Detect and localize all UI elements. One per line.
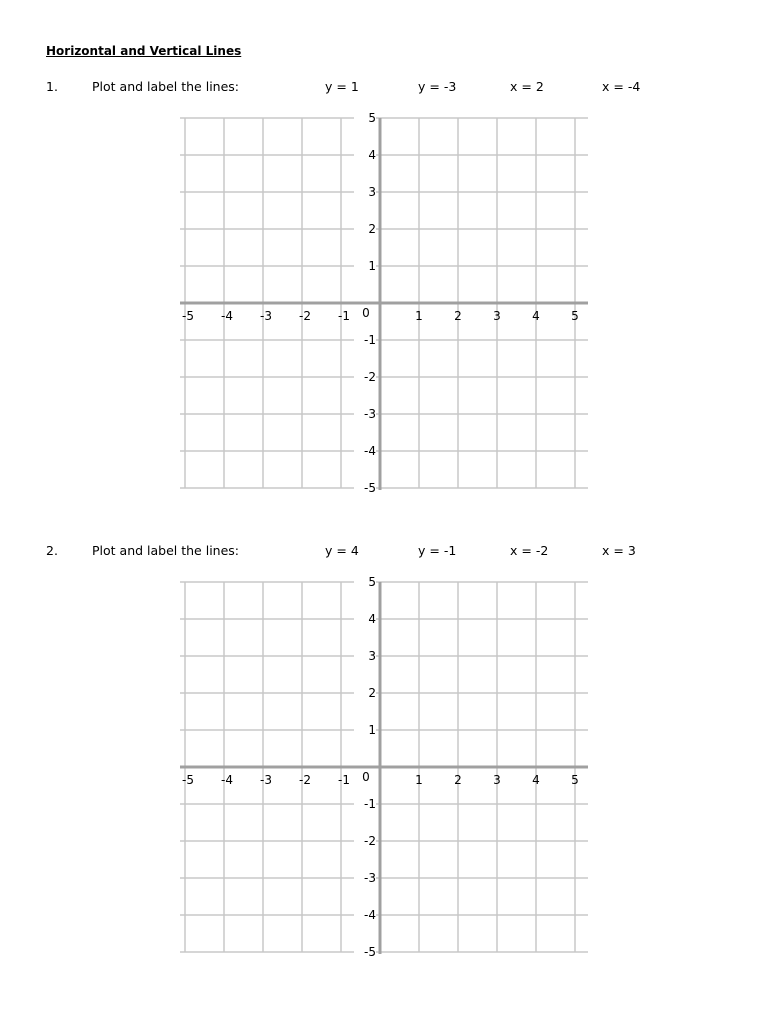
y-tick-label: -2 — [364, 370, 376, 384]
equation-3: x = -2 — [510, 543, 549, 558]
y-tick-label: 1 — [368, 723, 376, 737]
grid-svg[interactable] — [170, 108, 600, 498]
y-tick-label: 4 — [368, 148, 376, 162]
y-tick-label: 5 — [368, 111, 376, 125]
x-tick-label: -2 — [299, 773, 311, 787]
equation-4: x = 3 — [602, 543, 636, 558]
x-tick-label: 4 — [532, 309, 540, 323]
y-tick-label: -4 — [364, 908, 376, 922]
equation-1: y = 1 — [325, 79, 359, 94]
x-tick-label: 3 — [493, 309, 501, 323]
question-instruction: Plot and label the lines: — [92, 543, 239, 558]
x-tick-label: 4 — [532, 773, 540, 787]
x-tick-label: -3 — [260, 773, 272, 787]
x-tick-label: 2 — [454, 773, 462, 787]
x-tick-label: -2 — [299, 309, 311, 323]
worksheet-title: Horizontal and Vertical Lines — [46, 44, 242, 58]
y-tick-label: -3 — [364, 407, 376, 421]
x-tick-label: 1 — [415, 773, 423, 787]
y-tick-label: -3 — [364, 871, 376, 885]
y-tick-label: 2 — [368, 222, 376, 236]
equation-4: x = -4 — [602, 79, 641, 94]
y-tick-label: -1 — [364, 333, 376, 347]
y-tick-label: 3 — [368, 185, 376, 199]
x-tick-label: -4 — [221, 773, 233, 787]
x-tick-label: -5 — [182, 309, 194, 323]
y-tick-label: 3 — [368, 649, 376, 663]
y-tick-label: -5 — [364, 945, 376, 959]
question-number: 1. — [46, 79, 58, 94]
x-tick-label: 5 — [571, 773, 579, 787]
x-tick-label: 1 — [415, 309, 423, 323]
question-number: 2. — [46, 543, 58, 558]
y-tick-label: 4 — [368, 612, 376, 626]
y-tick-label: 2 — [368, 686, 376, 700]
x-tick-label: -4 — [221, 309, 233, 323]
x-tick-label: 5 — [571, 309, 579, 323]
x-tick-label: 2 — [454, 309, 462, 323]
origin-label: 0 — [362, 306, 370, 320]
equation-2: y = -1 — [418, 543, 457, 558]
x-tick-label: 3 — [493, 773, 501, 787]
equation-1: y = 4 — [325, 543, 359, 558]
equation-3: x = 2 — [510, 79, 544, 94]
y-tick-label: -4 — [364, 444, 376, 458]
coordinate-grid-2[interactable] — [170, 572, 600, 962]
origin-label: 0 — [362, 770, 370, 784]
question-2 — [46, 543, 706, 561]
y-tick-label: 5 — [368, 575, 376, 589]
x-tick-label: -5 — [182, 773, 194, 787]
x-tick-label: -1 — [338, 309, 350, 323]
question-1 — [46, 79, 706, 97]
grid-svg[interactable] — [170, 572, 600, 962]
x-tick-label: -1 — [338, 773, 350, 787]
y-tick-label: 1 — [368, 259, 376, 273]
x-tick-label: -3 — [260, 309, 272, 323]
question-instruction: Plot and label the lines: — [92, 79, 239, 94]
y-tick-label: -5 — [364, 481, 376, 495]
equation-2: y = -3 — [418, 79, 457, 94]
y-tick-label: -1 — [364, 797, 376, 811]
y-tick-label: -2 — [364, 834, 376, 848]
coordinate-grid-1[interactable] — [170, 108, 600, 498]
